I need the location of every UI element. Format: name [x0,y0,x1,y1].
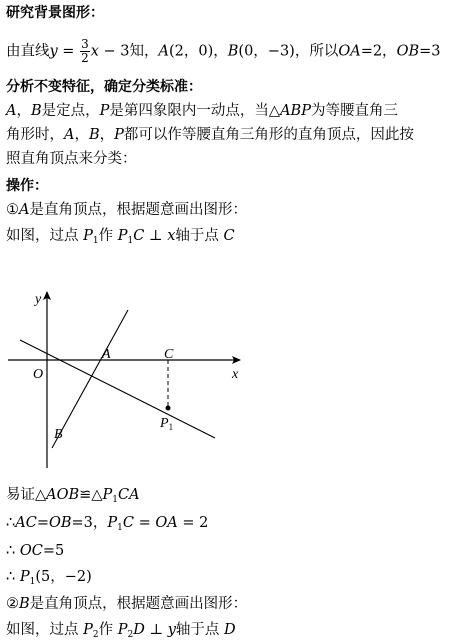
point-D: D [133,622,145,638]
segment-AC: AC [15,515,37,531]
therefore-symbol: ∴ [6,543,20,559]
point-A: A [158,43,169,60]
text: =3 [419,43,441,60]
figure-1-instruction [6,226,235,246]
subscript: 1 [127,236,134,246]
text: 轴于点 [175,622,225,638]
text: 都可以作等腰直角三角形的直角顶点，因此按 [123,127,414,143]
paragraph-line-2 [6,125,414,145]
figure-2-instruction [6,620,236,640]
point-P: P [83,622,93,638]
point-C: C [122,515,134,531]
coord-A: (2，0) [168,43,214,60]
triangle-AOB: AOB [46,487,80,503]
point-B: B [227,43,239,60]
point-A: A [64,127,75,143]
heading-operation: 操作： [6,178,48,194]
subscript: 2 [127,630,134,640]
line-equation-intro [6,38,440,65]
segment-OC: OC [19,543,43,559]
fraction-three-halves [80,38,90,65]
point-P: P [117,228,128,244]
congruent-symbol: ≌△ [79,487,103,503]
case-number: ② [6,596,19,612]
subscript: 1 [92,236,99,246]
text: 轴于点 [175,228,224,244]
point-C: C [223,228,235,244]
text: 是定点， [41,103,100,119]
point-A: A [6,103,17,119]
text: 由直线 [6,43,50,60]
label-O: O [33,367,44,382]
equation-lengths [6,513,208,533]
text: =2， [360,43,397,60]
point-A: A [19,202,30,218]
text: 角形时， [6,127,64,143]
text: − 3知， [98,43,159,60]
point-P: P [114,127,124,143]
equation-P1-coord [6,567,92,587]
label-P1 [159,416,173,432]
var-x: x [90,43,99,60]
segment-OB: OB [396,43,420,60]
fraction-numerator: 3 [81,37,89,51]
text: = [134,515,156,531]
heading-analysis: 分析不变特征，确定分类标准： [6,79,202,95]
text: 为等腰直角三 [310,103,398,119]
coord-B: (0，−3) [238,43,295,60]
equation-OC [6,541,64,561]
segment-OA: OA [338,43,361,60]
text: 如图，过点 [6,228,84,244]
text: ， [99,127,115,143]
text-CA: CA [117,487,140,503]
equation-congruent [6,485,140,505]
point-B: B [30,103,42,119]
point-P: P [19,569,30,585]
triangle-ABP: ABP [280,103,311,119]
label-B: B [54,427,63,442]
text: 作 [98,622,118,638]
subscript: 1 [29,577,36,587]
label-y: y [35,292,42,307]
point-D: D [224,622,236,638]
text: 如图，过点 [6,622,84,638]
point-C: C [133,228,145,244]
segment-OB: OB [48,515,72,531]
text: 易证△ [6,487,47,503]
perpendicular-symbol: ⊥ [144,622,168,638]
subscript: 1 [117,523,123,533]
point-P: P [83,228,93,244]
paragraph-line-3: 照直角顶点来分类： [6,151,137,167]
var-y: y [49,43,58,60]
point-P: P [107,515,118,531]
text: ， [16,103,31,119]
heading-background-figure: 研究背景图形： [6,5,104,21]
segment-OA: OA [155,515,178,531]
var-y: y [167,622,176,638]
label-C: C [164,347,174,362]
coord-P1: (5，−2) [35,569,92,585]
label-A: A [102,347,111,362]
text: 是直角顶点，根据题意画出图形： [29,596,248,612]
perpendicular-symbol: ⊥ [144,228,168,244]
point-B: B [19,596,30,612]
text: ， [74,127,89,143]
text: =5 [42,543,65,559]
subscript: 2 [92,630,99,640]
label-P-subscript: 1 [168,422,174,432]
case-1-title [6,200,247,220]
point-P: P [99,103,110,119]
point-P: P [102,487,113,503]
point-P1-dot [166,406,171,411]
subscript: 1 [112,495,118,505]
text: ，所以 [294,43,339,60]
paragraph-line-1 [6,101,398,121]
text: = [36,515,49,531]
text: ， [213,43,228,60]
point-P: P [117,622,128,638]
therefore-symbol: ∴ [6,515,16,531]
text: = [57,43,80,60]
text: 是第四象限内一动点，当△ [109,103,281,119]
line-AP1 [20,340,215,438]
var-x: x [167,228,176,244]
fraction-denominator: 2 [81,51,89,65]
point-B: B [88,127,100,143]
case-2-title [6,594,247,614]
line-AB [52,310,128,448]
case-number: ① [6,202,19,218]
text: = 2 [177,515,209,531]
text: 作 [98,228,118,244]
label-P: P [160,416,169,431]
text: 是直角顶点，根据题意画出图形： [29,202,247,218]
text: =3， [71,515,108,531]
geometry-figure [0,280,451,475]
therefore-symbol: ∴ [6,569,20,585]
label-x: x [232,367,239,382]
